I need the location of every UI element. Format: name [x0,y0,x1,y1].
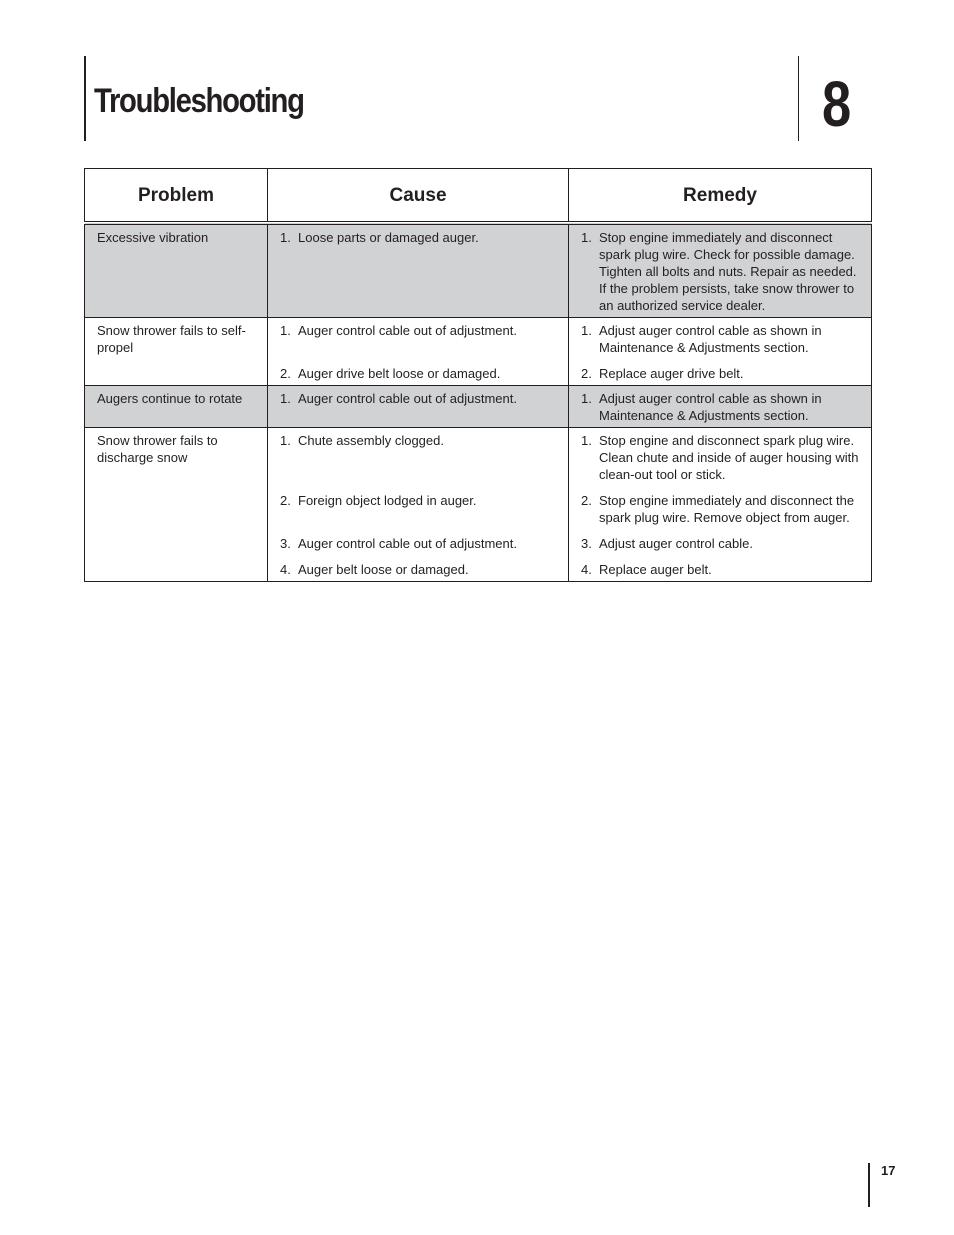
item-text: Auger control cable out of adjustment. [298,536,517,551]
item-text: Loose parts or damaged auger. [298,230,479,245]
table-row [85,428,872,582]
item-text: Auger belt loose or damaged. [298,562,469,577]
problem-cell: Snow thrower fails to discharge snow [85,428,268,582]
cause-item [280,322,560,356]
cause-item [280,561,560,578]
page-title: Troubleshooting [94,82,304,120]
page-number: 17 [881,1163,896,1178]
cause-item [280,432,560,483]
item-text: Adjust auger control cable as shown in Maintenance & Adjustments section. [599,323,822,355]
item-text: Auger control cable out of adjustment. [298,323,517,338]
item-number: 1. [581,433,592,448]
troubleshooting-table [84,168,872,582]
cause-item [280,365,560,382]
item-text: Adjust auger control cable. [599,536,753,551]
item-number: 1. [581,230,592,245]
problem-cell: Augers continue to rotate [85,386,268,428]
column-header-problem: Problem [85,169,268,224]
remedy-item [581,561,863,578]
chapter-number: 8 [822,68,852,140]
item-number: 1. [280,230,291,245]
cause-item [280,390,560,407]
chapter-rule [798,56,799,141]
cause-item [280,535,560,552]
item-number: 4. [581,562,592,577]
column-header-cause: Cause [268,169,569,224]
cause-cell [268,223,569,318]
table-row [85,318,872,386]
remedy-item [581,322,863,356]
item-number: 2. [280,366,291,381]
remedy-cell [569,318,872,386]
remedy-cell [569,223,872,318]
item-text: Replace auger drive belt. [599,366,744,381]
title-rule [84,56,86,141]
column-header-remedy: Remedy [569,169,872,224]
item-number: 2. [280,493,291,508]
remedy-item [581,492,863,526]
item-text: Stop engine and disconnect spark plug wire. Clean chute and inside of auger housing with clean-out tool or stick. [599,433,859,482]
cause-cell [268,428,569,582]
item-text: Adjust auger control cable as shown in Maintenance & Adjustments section. [599,391,822,423]
remedy-cell [569,428,872,582]
table-row [85,386,872,428]
item-text: Foreign object lodged in auger. [298,493,477,508]
item-number: 3. [280,536,291,551]
table-header-row [85,169,872,224]
item-number: 1. [280,391,291,406]
cause-item [280,492,560,526]
item-number: 1. [581,323,592,338]
problem-cell: Excessive vibration [85,223,268,318]
item-number: 2. [581,366,592,381]
item-text: Chute assembly clogged. [298,433,444,448]
item-text: Auger control cable out of adjustment. [298,391,517,406]
item-text: Replace auger belt. [599,562,712,577]
item-number: 1. [581,391,592,406]
item-number: 1. [280,433,291,448]
item-text: Auger drive belt loose or damaged. [298,366,501,381]
item-number: 1. [280,323,291,338]
item-number: 3. [581,536,592,551]
cause-item [280,229,560,246]
item-number: 4. [280,562,291,577]
remedy-item [581,390,863,424]
table-row [85,223,872,318]
item-text: Stop engine immediately and disconnect spark plug wire. Check for possible damage. Tighten all bolts and nuts. Repair as needed. If the problem persists, take snow thrower to an authorized service dealer. [599,230,857,313]
item-text: Stop engine immediately and disconnect the spark plug wire. Remove object from auger. [599,493,855,525]
remedy-item [581,535,863,552]
remedy-cell [569,386,872,428]
footer-rule [868,1163,870,1207]
problem-cell: Snow thrower fails to self-propel [85,318,268,386]
remedy-item [581,365,863,382]
item-number: 2. [581,493,592,508]
remedy-item [581,432,863,483]
remedy-item [581,229,863,314]
cause-cell [268,318,569,386]
cause-cell [268,386,569,428]
